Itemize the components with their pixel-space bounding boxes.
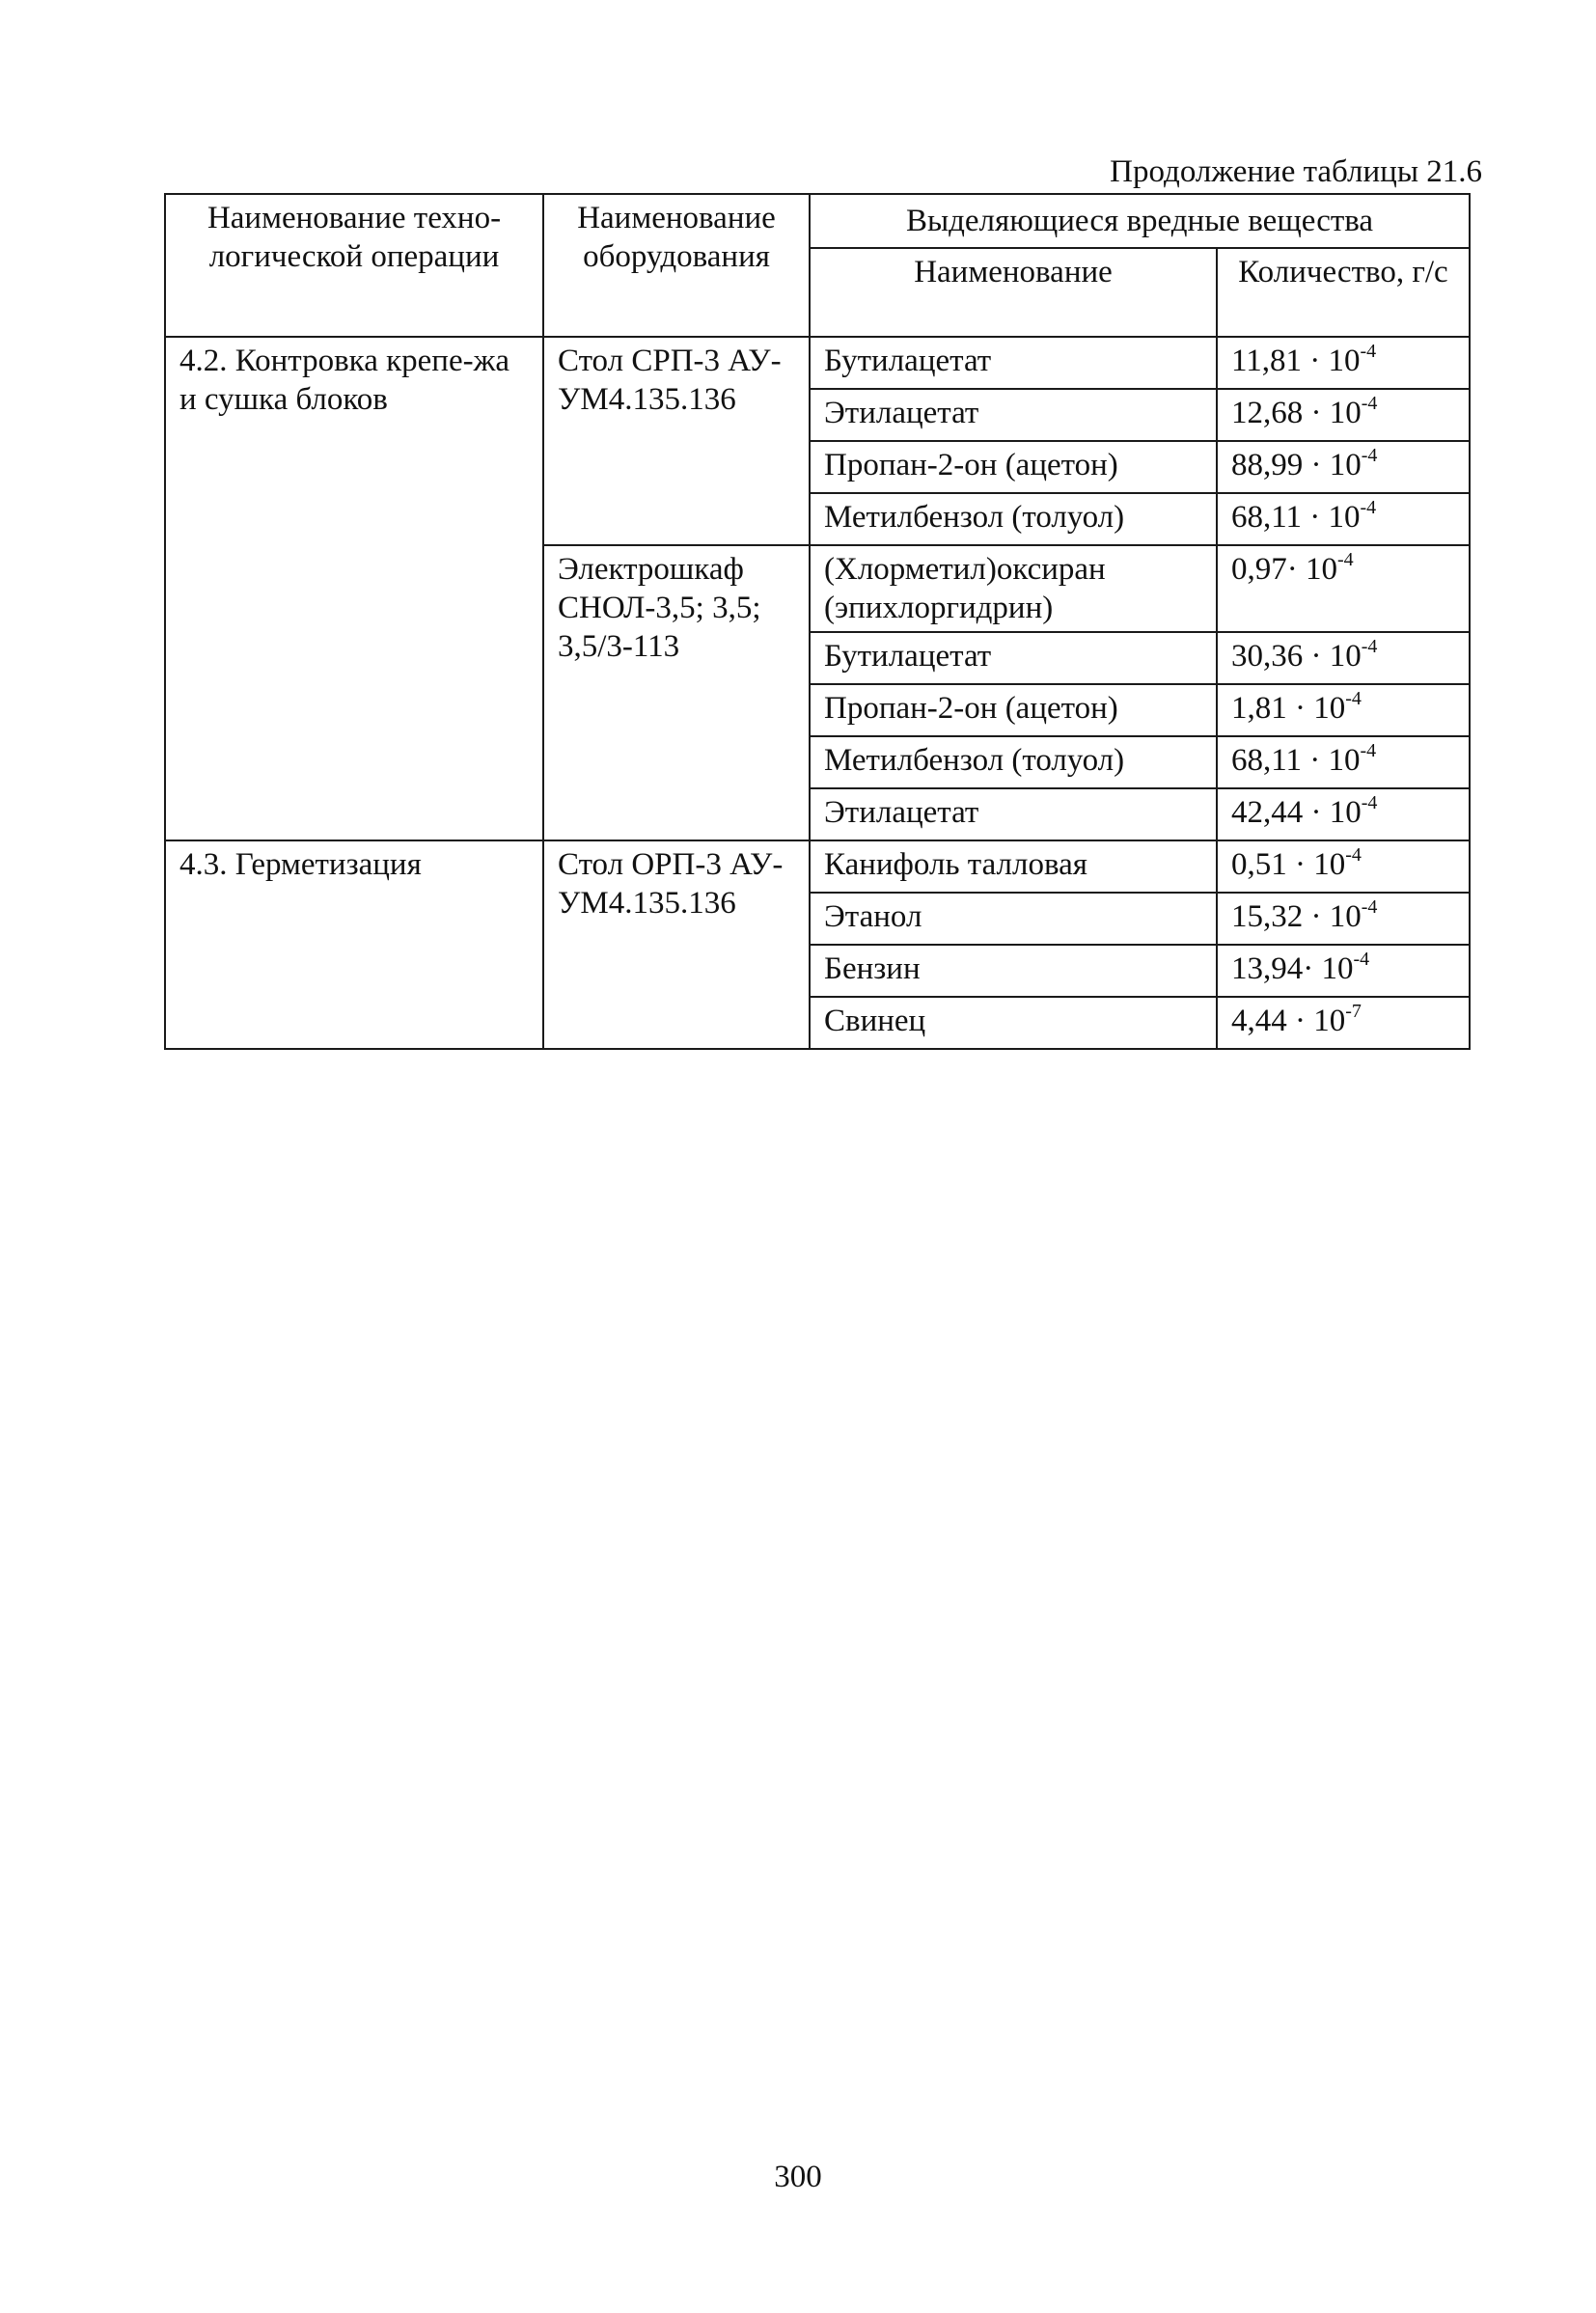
quantity-exponent: -4 xyxy=(1361,896,1378,918)
quantity-mantissa: 12,68 · 10 xyxy=(1231,396,1362,430)
operation-cell: 4.3. Герметизация xyxy=(165,840,543,1049)
substance-name-cell: Пропан-2-он (ацетон) xyxy=(810,441,1217,493)
quantity-cell xyxy=(1217,997,1470,1049)
quantity-exponent: -4 xyxy=(1361,393,1378,414)
quantity-cell xyxy=(1217,632,1470,684)
header-equipment: Наименование оборудования xyxy=(543,194,810,337)
quantity-exponent: -4 xyxy=(1361,445,1378,466)
quantity-exponent: -4 xyxy=(1361,636,1378,657)
substance-name-cell: Канифоль талловая xyxy=(810,840,1217,893)
header-row-top xyxy=(165,194,1470,248)
quantity-mantissa: 11,81 · 10 xyxy=(1231,344,1361,378)
header-substance-name: Наименование xyxy=(810,248,1217,337)
quantity-mantissa: 68,11 · 10 xyxy=(1231,743,1361,778)
substance-name-cell: Этилацетат xyxy=(810,788,1217,840)
emissions-table xyxy=(164,193,1471,1050)
quantity-exponent: -4 xyxy=(1337,549,1354,570)
quantity-mantissa: 0,51 · 10 xyxy=(1231,847,1346,882)
quantity-cell xyxy=(1217,840,1470,893)
quantity-exponent: -4 xyxy=(1360,497,1377,518)
substance-name-cell: (Хлорметил)оксиран (эпихлоргидрин) xyxy=(810,545,1217,632)
quantity-exponent: -4 xyxy=(1360,740,1377,761)
quantity-cell xyxy=(1217,545,1470,632)
table-row xyxy=(165,840,1470,893)
quantity-mantissa: 1,81 · 10 xyxy=(1231,691,1346,726)
substance-name-cell: Метилбензол (толуол) xyxy=(810,493,1217,545)
quantity-mantissa: 30,36 · 10 xyxy=(1231,639,1362,674)
quantity-exponent: -4 xyxy=(1360,341,1377,362)
table-row xyxy=(165,337,1470,389)
quantity-mantissa: 88,99 · 10 xyxy=(1231,448,1362,482)
quantity-cell xyxy=(1217,493,1470,545)
quantity-cell xyxy=(1217,788,1470,840)
substance-name-cell: Пропан-2-он (ацетон) xyxy=(810,684,1217,736)
quantity-mantissa: 42,44 · 10 xyxy=(1231,795,1362,830)
quantity-cell xyxy=(1217,389,1470,441)
substance-name-cell: Метилбензол (толуол) xyxy=(810,736,1217,788)
table-caption: Продолжение таблицы 21.6 xyxy=(1110,154,1482,189)
quantity-mantissa: 13,94· 10 xyxy=(1231,951,1354,986)
quantity-exponent: -4 xyxy=(1361,792,1378,813)
quantity-cell xyxy=(1217,441,1470,493)
substance-name-cell: Бутилацетат xyxy=(810,337,1217,389)
quantity-exponent: -4 xyxy=(1353,949,1370,970)
quantity-cell xyxy=(1217,893,1470,945)
header-operation: Наименование техно-логической операции xyxy=(165,194,543,337)
quantity-cell xyxy=(1217,684,1470,736)
substance-name-cell: Этанол xyxy=(810,893,1217,945)
quantity-cell xyxy=(1217,337,1470,389)
substance-name-cell: Бутилацетат xyxy=(810,632,1217,684)
quantity-mantissa: 4,44 · 10 xyxy=(1231,1004,1346,1038)
header-substances-group: Выделяющиеся вредные вещества xyxy=(810,194,1470,248)
page-number: 300 xyxy=(774,2160,822,2194)
quantity-exponent: -7 xyxy=(1345,1001,1362,1022)
quantity-mantissa: 0,97· 10 xyxy=(1231,552,1337,587)
quantity-mantissa: 15,32 · 10 xyxy=(1231,899,1362,934)
operation-cell: 4.2. Контровка крепе-жа и сушка блоков xyxy=(165,337,543,840)
quantity-exponent: -4 xyxy=(1345,844,1362,866)
substance-name-cell: Этилацетат xyxy=(810,389,1217,441)
substance-name-cell: Свинец xyxy=(810,997,1217,1049)
quantity-cell xyxy=(1217,945,1470,997)
quantity-cell xyxy=(1217,736,1470,788)
quantity-mantissa: 68,11 · 10 xyxy=(1231,500,1361,535)
substance-name-cell: Бензин xyxy=(810,945,1217,997)
header-quantity: Количество, г/с xyxy=(1217,248,1470,337)
equipment-cell: Стол ОРП-3 АУ-УМ4.135.136 xyxy=(543,840,810,1049)
quantity-exponent: -4 xyxy=(1345,688,1362,709)
equipment-cell: Электрошкаф СНОЛ-3,5; 3,5; 3,5/3-113 xyxy=(543,545,810,840)
equipment-cell: Стол СРП-3 АУ-УМ4.135.136 xyxy=(543,337,810,545)
